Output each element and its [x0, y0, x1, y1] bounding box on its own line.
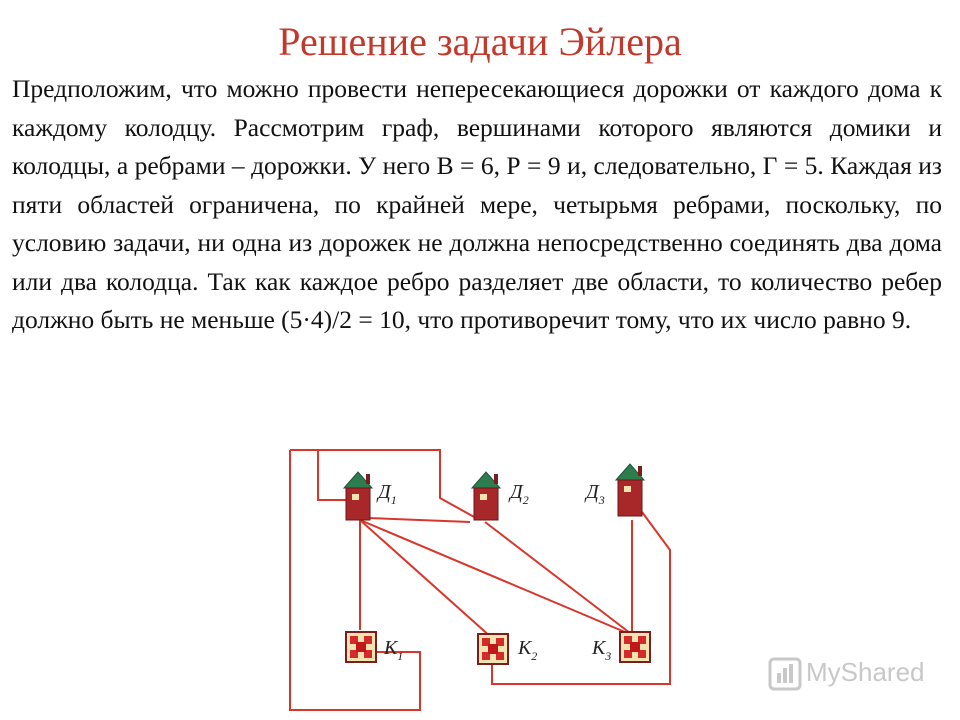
chimney-icon: [366, 474, 370, 484]
house-d3: [616, 464, 644, 516]
euler-graph-figure: [280, 440, 680, 720]
house-d1-label: $Д_1$: [378, 481, 397, 507]
house-d3-label: $Д_3$: [586, 481, 605, 507]
house-body-icon: [618, 480, 642, 516]
watermark-text: MyShared: [806, 657, 925, 687]
house-body-icon: [474, 488, 498, 520]
house-d2-label: $Д_2$: [510, 481, 529, 507]
mysahred-logo-icon: [768, 657, 802, 691]
well-k3-label: $К_3$: [592, 637, 612, 663]
house-d2: [472, 472, 500, 520]
edge-outer-d1-k2: [318, 450, 476, 518]
slide-title: Решение задачи Эйлера: [278, 19, 682, 64]
house-window-icon: [624, 486, 631, 492]
well-k1: [346, 632, 376, 662]
edge-d1-k2: [360, 520, 492, 638]
mysahred-watermark: [768, 655, 938, 695]
edge-d2-k3: [485, 522, 630, 633]
house-d1: [344, 472, 372, 520]
chimney-icon: [638, 466, 642, 476]
slide-body-text: Предположим, что можно провести непересекающиеся дорожки от каждого дома к каждому колодцу. Рассмотрим граф, вершинами которого являются домики и колодцы, а ребрами – дорожки. У него В = 6, Р = 9 и, следовательно, Г = 5. Каждая из пяти областей ограничена, по крайней мере, четырьмя ребрами, поскольку, по условию задачи, ни одна из дорожек не должна непосредственно соединять два дома или два колодца. Так как каждое ребро разделяет две области, то количество ребер должно быть не меньше (5·4)/2 = 10, что противоречит тому, что их число равно 9.: [12, 74, 942, 334]
chimney-icon: [494, 474, 498, 484]
house-body-icon: [346, 488, 370, 520]
edge-d1-k3: [360, 520, 632, 635]
well-k2: [478, 634, 508, 664]
well-k3: [620, 632, 650, 662]
house-window-icon: [352, 494, 359, 500]
well-k1-label: $К_1$: [384, 637, 404, 663]
well-k2-label: $К_2$: [518, 637, 538, 663]
edge-d2-k1: [368, 518, 470, 522]
house-window-icon: [480, 494, 487, 500]
